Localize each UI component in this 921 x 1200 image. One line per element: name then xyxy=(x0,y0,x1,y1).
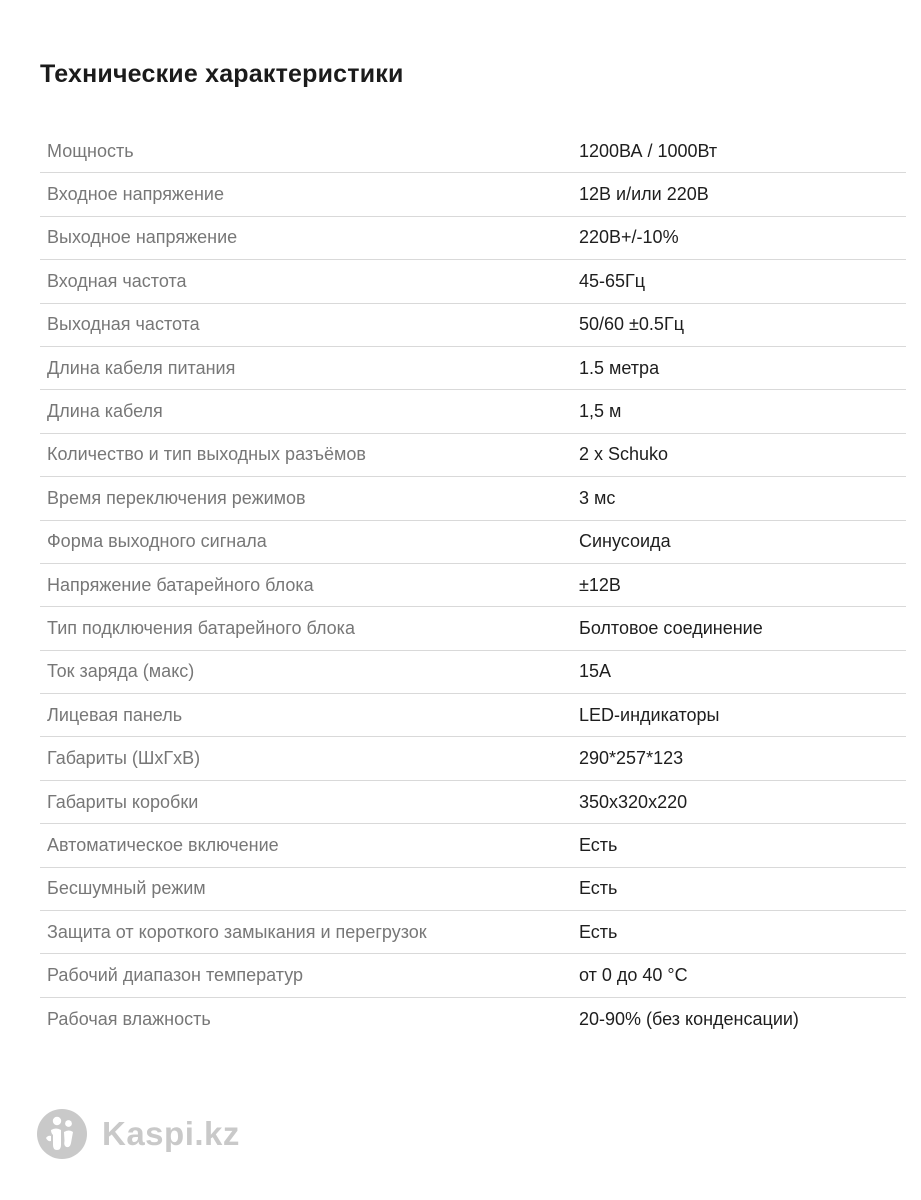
table-row xyxy=(40,868,906,911)
kaspi-brand-text: Kaspi.kz xyxy=(102,1115,240,1152)
spec-label: Напряжение батарейного блока xyxy=(47,574,314,595)
spec-label: Выходная частота xyxy=(47,314,200,335)
spec-label: Количество и тип выходных разъёмов xyxy=(47,444,366,465)
spec-label: Защита от короткого замыкания и перегрузок xyxy=(47,921,427,942)
table-row xyxy=(40,434,906,477)
spec-label: Рабочая влажность xyxy=(47,1009,211,1029)
kaspi-logo-icon xyxy=(36,1108,88,1160)
spec-value: 2 x Schuko xyxy=(579,444,669,465)
kaspi-watermark xyxy=(36,1108,240,1160)
table-row xyxy=(40,911,906,954)
spec-value: 12В и/или 220В xyxy=(579,184,709,205)
spec-value: LED-индикаторы xyxy=(579,704,720,725)
table-row xyxy=(40,607,906,650)
spec-label: Форма выходного сигнала xyxy=(47,531,267,552)
spec-label: Рабочий диапазон температур xyxy=(47,965,304,986)
spec-label: Длина кабеля xyxy=(47,401,163,422)
table-row xyxy=(40,651,906,694)
table-row xyxy=(40,130,906,173)
table-row xyxy=(40,304,906,347)
spec-label: Мощность xyxy=(47,140,134,161)
spec-label: Ток заряда (макс) xyxy=(47,661,195,682)
table-row xyxy=(40,390,906,433)
table-row xyxy=(40,521,906,564)
spec-value: 1.5 метра xyxy=(579,357,660,378)
table-row xyxy=(40,347,906,390)
spec-value: 220В+/-10% xyxy=(579,227,679,248)
spec-label: Выходное напряжение xyxy=(47,227,238,248)
spec-value: 350x320x220 xyxy=(579,791,688,812)
spec-value: Есть xyxy=(579,878,618,899)
page-title: Технические характеристики xyxy=(40,60,404,88)
spec-value: ±12В xyxy=(579,574,621,595)
spec-label: Тип подключения батарейного блока xyxy=(47,617,355,638)
spec-label: Длина кабеля питания xyxy=(47,357,236,378)
spec-value: Есть xyxy=(579,921,618,942)
spec-label: Входная частота xyxy=(47,270,187,291)
spec-label: Входное напряжение xyxy=(47,184,224,205)
spec-value: Синусоида xyxy=(579,531,671,552)
spec-label: Время переключения режимов xyxy=(47,487,306,508)
table-row xyxy=(40,564,906,607)
spec-value: 15А xyxy=(579,661,612,682)
spec-label: Лицевая панель xyxy=(47,704,183,725)
spec-value: Есть xyxy=(579,834,618,855)
table-row xyxy=(40,824,906,867)
spec-value: 20-90% (без конденсации) xyxy=(579,1009,799,1029)
table-row xyxy=(40,260,906,303)
table-row xyxy=(40,173,906,216)
spec-value: 290*257*123 xyxy=(579,748,684,769)
spec-value: 3 мс xyxy=(579,487,616,508)
table-row xyxy=(40,737,906,780)
spec-label: Габариты (ШxГxВ) xyxy=(47,748,201,769)
spec-label: Автоматическое включение xyxy=(47,834,279,855)
table-row xyxy=(40,477,906,520)
spec-value: 45-65Гц xyxy=(579,270,646,291)
specs-table xyxy=(40,130,906,1041)
table-row xyxy=(40,781,906,824)
spec-value: от 0 до 40 °С xyxy=(579,965,688,986)
spec-label: Бесшумный режим xyxy=(47,878,206,899)
spec-value: 1,5 м xyxy=(579,401,622,422)
table-row xyxy=(40,954,906,997)
table-row xyxy=(40,694,906,737)
table-row xyxy=(40,998,906,1041)
table-row xyxy=(40,217,906,260)
spec-value: 50/60 ±0.5Гц xyxy=(579,314,685,335)
spec-value: Болтовое соединение xyxy=(579,617,763,638)
spec-label: Габариты коробки xyxy=(47,791,199,812)
spec-value: 1200ВА / 1000Вт xyxy=(579,140,718,161)
